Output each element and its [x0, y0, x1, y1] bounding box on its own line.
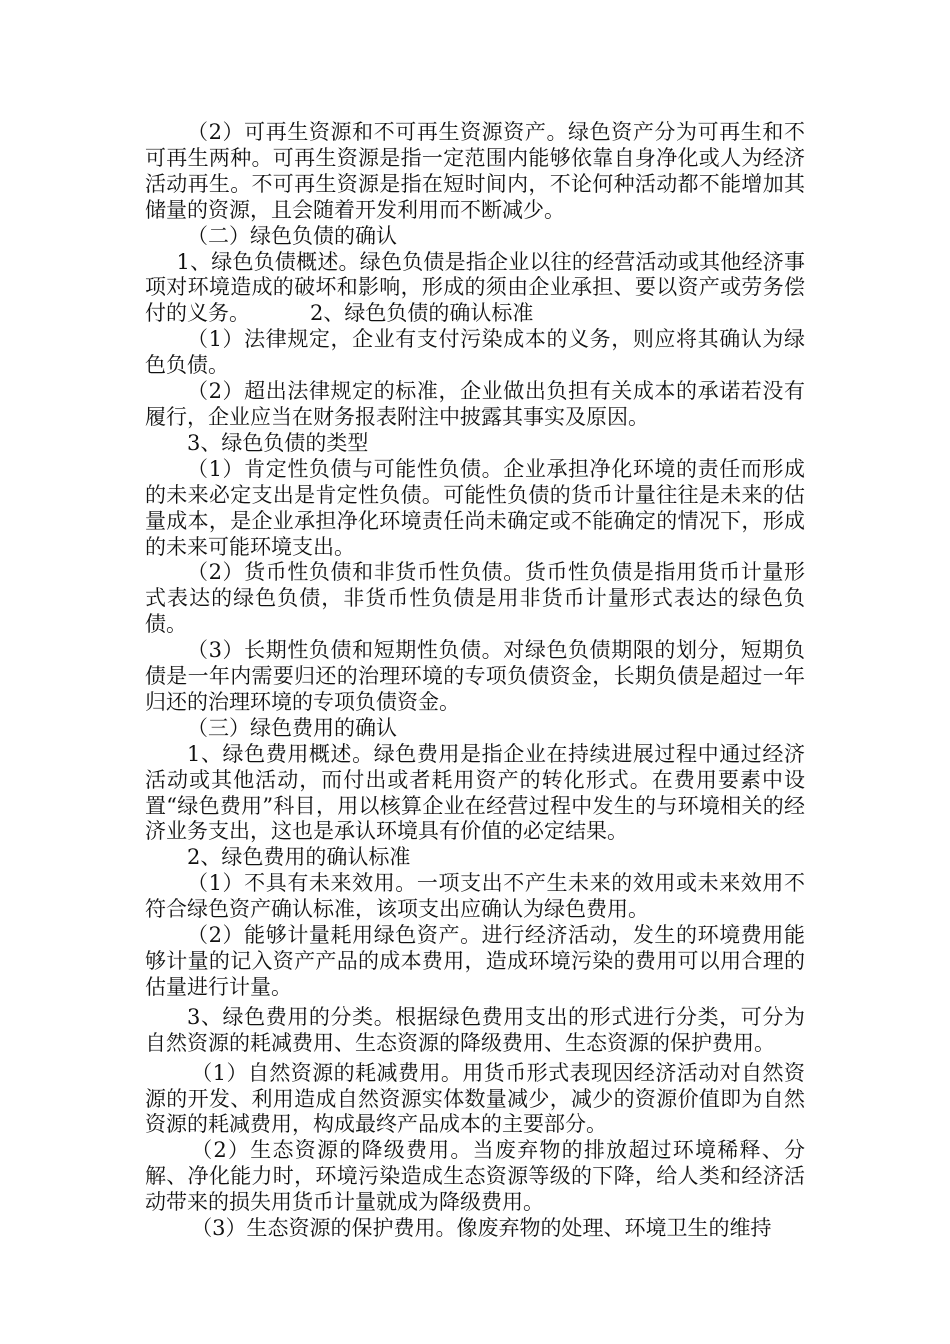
heading-expense-recognition-standard: 2、绿色费用的确认标准 [187, 845, 411, 870]
paragraph-definite-possible-liabilities: （1）肯定性负债与可能性负债。企业承担净化环境的责任而形成的未来必定支出是肯定性负债。可能性负债的货币计量往往是未来的估量成本，是企业承担净化环境责任尚未确定或不能确定的情况下，形成的未来可能环境支出。 [145, 456, 805, 559]
paragraph-renewable-assets: （2）可再生资源和不可再生资源资产。绿色资产分为可再生和不可再生两种。可再生资源是指一定范围内能够依靠自身净化或人为经济活动再生。不可再生资源是指在短时间内，不论何种活动都不能增加其储量的资源，且会随着开发利用而不断减少。 [145, 120, 805, 222]
paragraph-beyond-legal-standard: （2）超出法律规定的标准，企业做出负担有关成本的承诺若没有履行，企业应当在财务报表附注中披露其事实及原因。 [145, 379, 805, 429]
heading-green-liabilities: （二）绿色负债的确认 [187, 223, 397, 248]
paragraph-expense-classification: 3、绿色费用的分类。根据绿色费用支出的形式进行分类，可分为自然资源的耗减费用、生态资源的降级费用、生态资源的保护费用。 [145, 1004, 805, 1055]
paragraph-legal-requirement: （1）法律规定，企业有支付污染成本的义务，则应将其确认为绿色负债。 [145, 327, 805, 378]
paragraph-monetary-liabilities: （2）货币性负债和非货币性负债。货币性负债是指用货币计量形式表达的绿色负债，非货币性负债是用非货币计量形式表达的绿色负债。 [145, 560, 805, 637]
paragraph-long-short-term-liabilities: （3）长期性负债和短期性负债。对绿色负债期限的划分，短期负债是一年内需要归还的治理环境的专项负债资金，长期负债是超过一年归还的治理环境的专项负债资金。 [145, 638, 805, 714]
paragraph-green-liabilities-overview [145, 250, 805, 328]
paragraph-no-future-utility: （1）不具有未来效用。一项支出不产生未来的效用或未来效用不符合绿色资产确认标准，该项支出应确认为绿色费用。 [145, 871, 805, 922]
paragraph-degradation-expense: （2）生态资源的降级费用。当废弃物的排放超过环境稀释、分解、净化能力时，环境污染造成生态资源等级的下降，给人类和经济活动带来的损失用货币计量就成为降级费用。 [145, 1138, 805, 1215]
paragraph-measurable-consumption: （2）能够计量耗用绿色资产。进行经济活动，发生的环境费用能够计量的记入资产产品的成本费用，造成环境污染的费用可以用合理的估量进行计量。 [145, 923, 805, 999]
paragraph-depletion-expense: （1）自然资源的耗减费用。用货币形式表现因经济活动对自然资源的开发、利用造成自然资源实体数量减少，减少的资源价值即为自然资源的耗减费用，构成最终产品成本的主要部分。 [145, 1060, 805, 1137]
heading-green-expenses: （三）绿色费用的确认 [187, 715, 397, 740]
heading-liability-types: 3、绿色负债的类型 [187, 430, 369, 455]
paragraph-protection-expense: （3）生态资源的保护费用。像废弃物的处理、环境卫生的维持 [191, 1216, 772, 1241]
document-body [145, 120, 805, 1242]
paragraph-green-expenses-overview: 1、绿色费用概述。绿色费用是指企业在持续进展过程中通过经济活动或其他活动，而付出或者耗用资产的转化形式。在费用要素中设置“绿色费用”科目，用以核算企业在经营过程中发生的与环境相关的经济业务支出，这也是承认环境具有价值的必定结果。 [145, 741, 805, 844]
paragraph-green-liabilities-overview-text: 1、绿色负债概述。绿色负债是指企业以往的经营活动或其他经济事项对环境造成的破坏和影响，形成的须由企业承担、要以资产或劳务偿付的义务。 [145, 249, 805, 326]
heading-liability-recognition-standard: 2、绿色负债的确认标准 [310, 301, 534, 326]
